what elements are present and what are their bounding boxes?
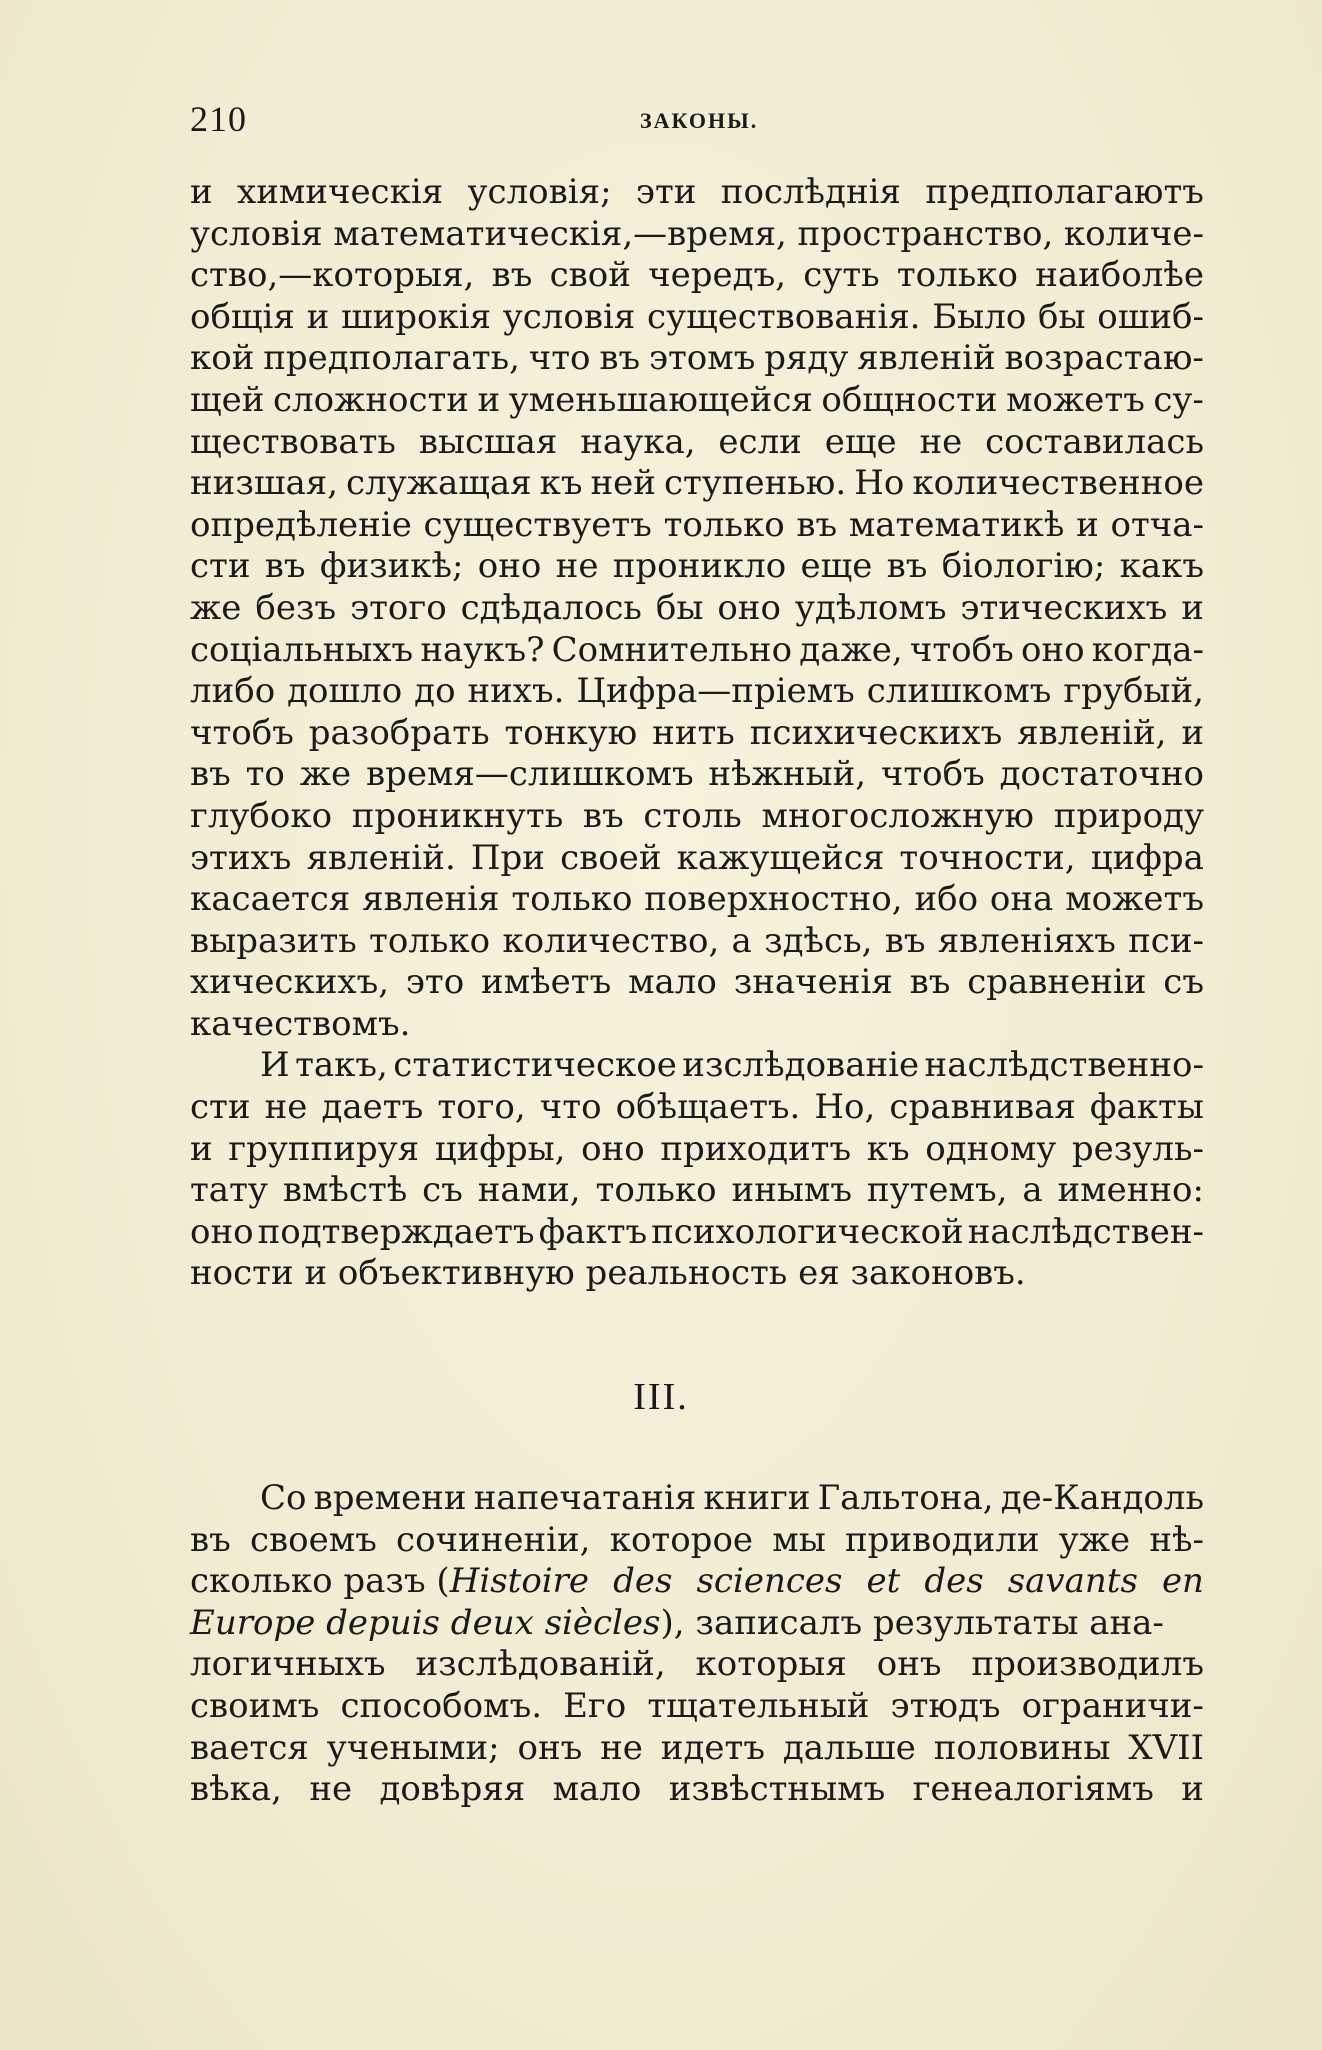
text-line [190, 1686, 1204, 1728]
body-text-upper [190, 172, 1204, 1295]
line-text: въ своемъ сочиненіи, которое мы приводили уже нѣ- [190, 1519, 1204, 1560]
line-text: сти не даетъ того, что обѣщаетъ. Но, сравнивая факты [190, 1087, 1204, 1128]
text-line [190, 1087, 1204, 1129]
line-text: сти въ физикѣ; оно не проникло еще въ біологію; какъ [190, 546, 1204, 587]
text-line [190, 1170, 1204, 1212]
text-line [190, 630, 1204, 672]
line-text: качествомъ. [190, 1003, 411, 1044]
line-text: этихъ явленій. При своей кажущейся точности, цифра [190, 837, 1204, 878]
line-text: ), записалъ результаты ана- [660, 1602, 1164, 1643]
line-text: хическихъ, это имѣетъ мало значенія въ сравненіи съ [190, 962, 1204, 1003]
line-text: выразить только количество, а здѣсь, въ явленіяхъ пси- [190, 920, 1204, 961]
line-text: общія и широкія условія существованія. Было бы ошиб- [190, 296, 1204, 337]
line-text: глубоко проникнуть въ столь многосложную природу [190, 795, 1204, 836]
line-text: сколько разъ ( [190, 1561, 450, 1602]
line-text: своимъ способомъ. Его тщательный этюдъ ограничи- [190, 1685, 1204, 1726]
text-line [190, 921, 1204, 963]
line-text: И такъ, статистическое изслѣдованіе наслѣдственно- [260, 1045, 1204, 1086]
text-line [190, 838, 1204, 880]
line-text: тату вмѣстѣ съ нами, только инымъ путемъ, а именно: [190, 1170, 1204, 1211]
text-line [190, 214, 1204, 256]
text-line [190, 255, 1204, 297]
line-text: Со времени напечатанія книги Гальтона, де-Кандоль [260, 1478, 1204, 1518]
text-line [190, 1728, 1204, 1770]
line-text: ществовать высшая наука, если еще не составилась [190, 421, 1204, 462]
line-text: ство,—которыя, въ свой чередъ, суть только наиболѣе [190, 255, 1204, 296]
line-text: чтобъ разобрать тонкую нить психическихъ явленій, и [190, 712, 1204, 753]
line-text: же безъ этого сдѣдалось бы оно удѣломъ этическихъ и [190, 587, 1204, 628]
line-text: оно подтверждаетъ фактъ психологической наслѣдствен- [190, 1211, 1204, 1252]
line-text: кой предполагать, что въ этомъ ряду явленій возрастаю- [190, 338, 1204, 379]
paragraph-1 [190, 172, 1204, 1045]
text-line [190, 796, 1204, 838]
text-line [190, 1603, 1204, 1645]
line-text: либо дошло до нихъ. Цифра—пріемъ слишкомъ грубый, [190, 671, 1204, 712]
text-line [190, 588, 1204, 630]
text-line [190, 338, 1204, 380]
line-text: и химическія условія; эти послѣднія предполагаютъ [190, 172, 1204, 212]
page-header [190, 98, 1210, 148]
text-line [190, 172, 1204, 214]
line-text: касается явленія только поверхностно, ибо она можетъ [190, 879, 1204, 920]
text-line [190, 297, 1204, 339]
line-text: и группируя цифры, оно приходитъ къ одному резуль- [190, 1128, 1204, 1169]
text-line [190, 962, 1204, 1004]
line-text: логичныхъ изслѣдованій, которыя онъ производилъ [190, 1644, 1204, 1685]
text-line [190, 1004, 1204, 1046]
section-heading: III. [633, 1376, 689, 1418]
book-title-part-1: Histoire des sciences et des savants en [449, 1561, 1204, 1602]
text-line [190, 1561, 1204, 1603]
text-line [190, 546, 1204, 588]
text-line [190, 505, 1204, 547]
text-line [190, 1769, 1204, 1811]
running-head: ЗАКОНЫ. [640, 108, 759, 133]
line-text: въ то же время—слишкомъ нѣжный, чтобъ достаточно [190, 754, 1204, 795]
text-line [190, 422, 1204, 464]
text-line [190, 1212, 1204, 1254]
paragraph-2 [190, 1045, 1204, 1295]
line-text: вается учеными; онъ не идетъ дальше половины XVII [190, 1727, 1204, 1768]
line-text: ности и объективную реальность ея законовъ. [190, 1253, 1026, 1294]
line-text: опредѣленіе существуетъ только въ математикѣ и отча- [190, 504, 1204, 545]
text-line [190, 1520, 1204, 1562]
text-line [190, 671, 1204, 713]
text-line [190, 463, 1204, 505]
text-line [190, 1644, 1204, 1686]
text-line [190, 380, 1204, 422]
text-line [190, 1045, 1204, 1087]
line-text: щей сложности и уменьшающейся общности можетъ су- [190, 379, 1204, 420]
text-line [190, 1478, 1204, 1520]
text-line [190, 879, 1204, 921]
line-text: условія математическія,—время, пространство, количе- [190, 213, 1204, 254]
text-line [190, 754, 1204, 796]
body-text-lower [190, 1478, 1204, 1811]
text-line [190, 1253, 1204, 1295]
line-text: соціальныхъ наукъ? Сомнительно даже, чтобъ оно когда- [190, 629, 1204, 670]
page-number: 210 [190, 99, 247, 139]
text-line [190, 713, 1204, 755]
line-text: низшая, служащая къ ней ступенью. Но количественное [190, 463, 1204, 504]
line-text: вѣка, не довѣряя мало извѣстнымъ генеалогіямъ и [190, 1769, 1204, 1810]
text-line [190, 1129, 1204, 1171]
book-title-part-2: Europe depuis deux siècles [190, 1602, 661, 1643]
